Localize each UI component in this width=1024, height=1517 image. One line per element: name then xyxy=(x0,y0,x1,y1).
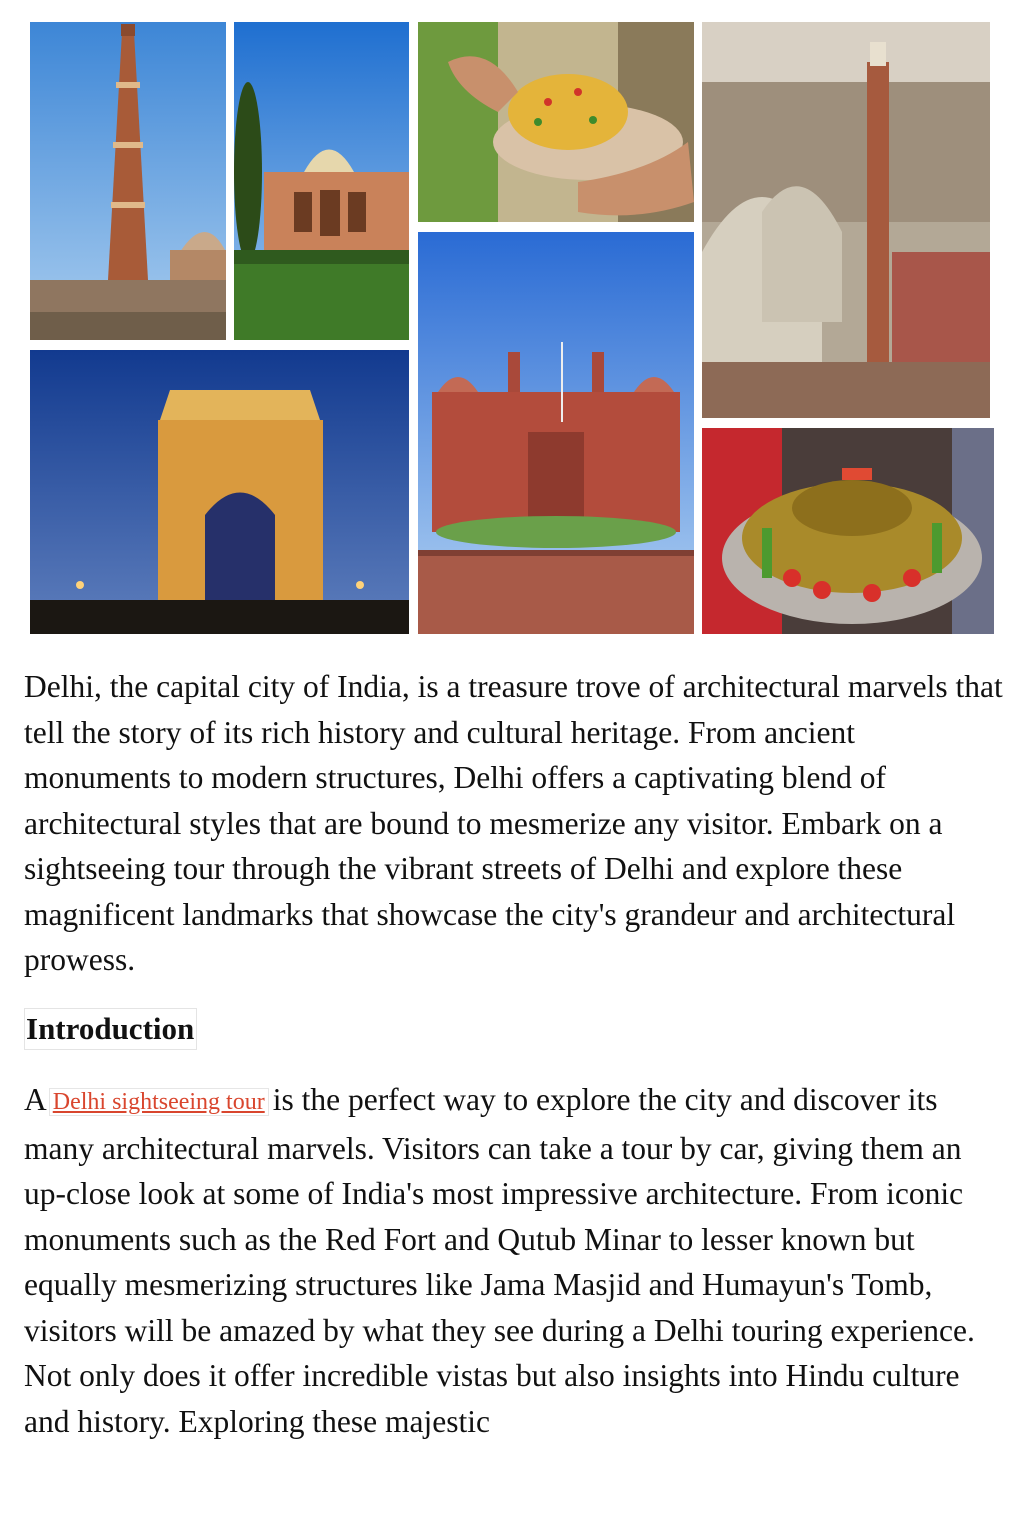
qutub-minar-photo xyxy=(30,22,226,340)
introduction-paragraph xyxy=(24,1077,1004,1444)
street-food-bowl-photo xyxy=(418,22,694,222)
section-heading-introduction: Introduction xyxy=(24,1008,197,1050)
jama-masjid-photo xyxy=(702,22,990,418)
red-fort-photo xyxy=(418,232,694,634)
chaat-platter-photo xyxy=(702,428,994,634)
intro-paragraph: Delhi, the capital city of India, is a treasure trove of architectural marvels that tell the story of its rich history and cultural heritage. From ancient monuments to modern structures, Delhi offers a captivating blend of architectural styles that are bound to mesmerize any visitor. Embark on a sightseeing tour through the vibrant streets of Delhi and explore these magnificent landmarks that showcase the city's grandeur and architectural prowess. xyxy=(24,669,1003,977)
india-gate-photo xyxy=(30,350,409,634)
photo-collage xyxy=(0,0,1024,640)
humayuns-tomb-photo xyxy=(234,22,409,340)
paragraph-lead: A xyxy=(24,1082,47,1117)
delhi-sightseeing-tour-link[interactable]: Delhi sightseeing tour xyxy=(49,1088,269,1116)
paragraph-body: is the perfect way to explore the city and discover its many architectural marvels. Visitors can take a tour by car, giving them an up-close look at some of India's most impressive architecture. From iconic monuments such as the Red Fort and Qutub Minar to lesser known but equally mesmerizing structures like Jama Masjid and Humayun's Tomb, visitors will be amazed by what they see during a Delhi touring experience. Not only does it offer incredible vistas but also insights into Hindu culture and history. Exploring these majestic xyxy=(24,1082,975,1439)
